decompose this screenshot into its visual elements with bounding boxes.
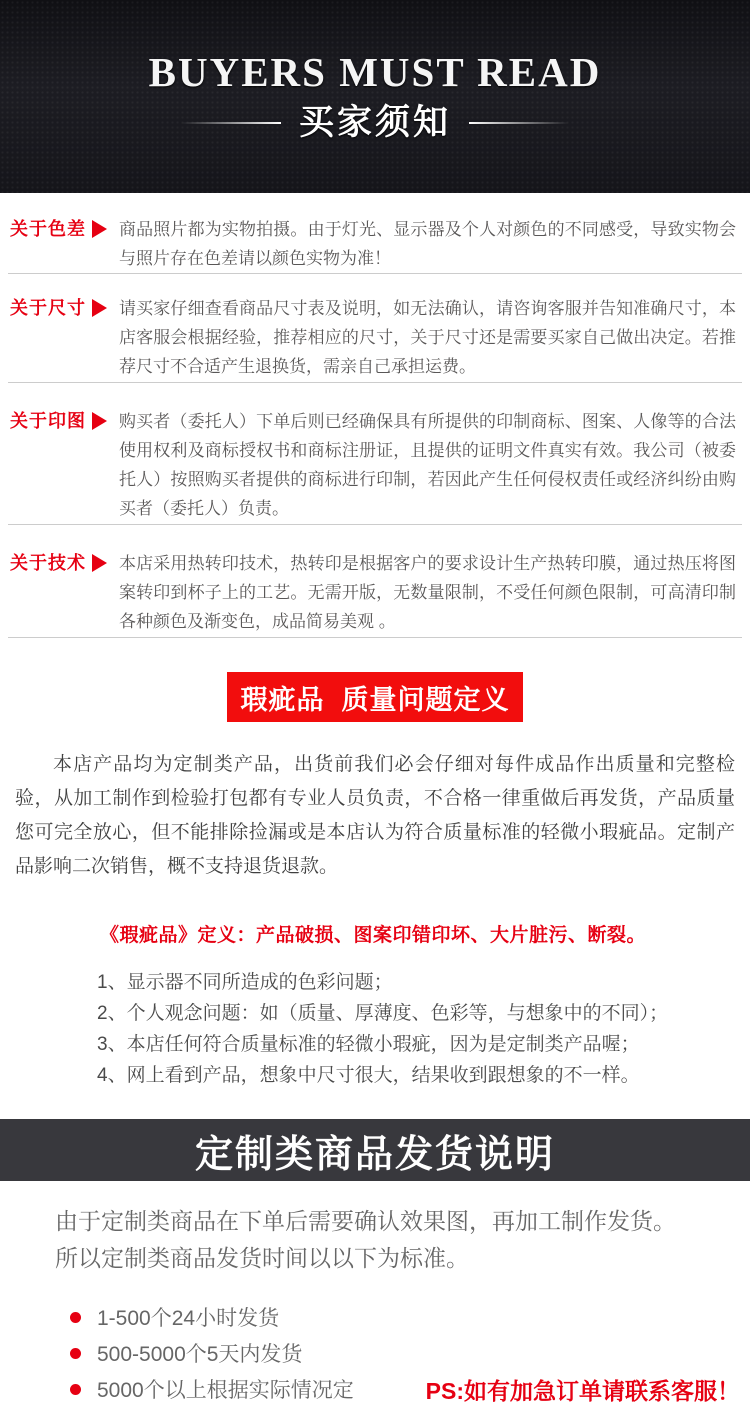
bullet-dot-icon <box>70 1384 81 1395</box>
arrow-right-icon <box>92 554 107 572</box>
banner-title-chinese: 买家须知 <box>298 102 451 142</box>
banner-decor-line-left <box>181 122 281 124</box>
section-divider <box>8 524 742 525</box>
notice-row-color-difference <box>0 215 750 273</box>
section-divider <box>8 273 742 274</box>
notice-label: 关于印图 <box>10 411 86 431</box>
section-divider <box>8 382 742 383</box>
buyers-must-read-banner <box>0 0 750 193</box>
shipping-bullet-text: 5000个以上根据实际情况定 <box>97 1379 354 1402</box>
defect-paragraph: 本店产品均为定制类产品，出货前我们必会仔细对每件成品作出质量和完整检验，从加工制作到检验打包都有专业人员负责，不合格一律重做后再发货，产品质量您可完全放心，但不能排除捡漏或是本店认为符合质量标准的轻微小瑕疵品。定制产品影响二次销售，概不支持退货退款。 <box>15 754 735 877</box>
shipping-intro <box>55 1203 750 1277</box>
shipping-bullet-row <box>70 1371 750 1407</box>
banner-title-row <box>181 103 569 143</box>
defect-list-item: 2、个人观念问题：如（质量、厚薄度、色彩等，与想象中的不同）； <box>97 1003 669 1024</box>
bullet-dot-icon <box>70 1312 81 1323</box>
shipping-intro-line2: 所以定制类商品发货时间以以下为标准。 <box>55 1245 469 1271</box>
notice-text: 请买家仔细查看商品尺寸表及说明，如无法确认，请咨询客服并告知准确尺寸，本店客服会根据经验，推荐相应的尺寸，关于尺寸还是需要买家自己做出决定。若推荐尺寸不合适产生退换货，需亲自己承担运费。 <box>119 299 736 376</box>
notice-row-technology <box>0 549 750 636</box>
banner-title-english: BUYERS MUST READ <box>148 48 602 95</box>
notice-text: 商品照片都为实物拍摄。由于灯光、显示器及个人对颜色的不同感受，导致实物会与照片存在色差请以颜色实物为准！ <box>119 220 736 268</box>
section-divider <box>8 637 742 638</box>
shipping-intro-line1: 由于定制类商品在下单后需要确认效果图，再加工制作发货。 <box>55 1208 676 1234</box>
notice-row-print-image <box>0 407 750 523</box>
shipping-bullet-row <box>70 1335 750 1371</box>
shipping-banner-title: 定制类商品发货说明 <box>194 1133 555 1176</box>
notice-row-size <box>0 294 750 381</box>
notice-text: 购买者（委托人）下单后则已经确保具有所提供的印制商标、图案、人像等的合法使用权利及商标授权书和商标注册证，且提供的证明文件真实有效。我公司（被委托人）按照购买者提供的商标进行印制，若因此产生任何侵权责任或经济纠纷由购买者（委托人）负责。 <box>119 412 736 518</box>
arrow-right-icon <box>92 220 107 238</box>
shipping-bullet-text: 1-500个24小时发货 <box>97 1307 280 1330</box>
notice-text: 本店采用热转印技术，热转印是根据客户的要求设计生产热转印膜，通过热压将图案转印到杯子上的工艺。无需开版，无数量限制，不受任何颜色限制，可高清印制各种颜色及渐变色，成品简易美观 。 <box>119 554 736 631</box>
notice-label: 关于尺寸 <box>10 298 86 318</box>
shipping-banner <box>0 1119 750 1181</box>
defect-definition-line: 《瑕疵品》定义：产品破损、图案印错印坏、大片脏污、断裂。 <box>100 925 647 946</box>
defect-list-item: 3、本店任何符合质量标准的轻微小瑕疵，因为是定制类产品喔； <box>97 1034 640 1055</box>
shipping-bullet-row <box>70 1299 750 1335</box>
defect-quality-heading: 瑕疵品 质量问题定义 <box>227 672 523 722</box>
defect-item-list <box>97 967 750 1091</box>
notice-section <box>0 215 750 638</box>
shipping-section <box>0 1119 750 1407</box>
notice-label: 关于技术 <box>10 553 86 573</box>
banner-decor-line-right <box>469 122 569 124</box>
ps-urgent-note: PS:如有加急订单请联系客服！ <box>425 1377 740 1404</box>
shipping-bullet-list <box>70 1299 750 1407</box>
defect-section <box>0 672 750 1091</box>
arrow-right-icon <box>92 299 107 317</box>
notice-label: 关于色差 <box>10 219 86 239</box>
bullet-dot-icon <box>70 1348 81 1359</box>
defect-list-item: 4、网上看到产品，想象中尺寸很大，结果收到跟想象的不一样。 <box>97 1065 640 1086</box>
shipping-bullet-text: 500-5000个5天内发货 <box>97 1343 303 1366</box>
arrow-right-icon <box>92 412 107 430</box>
defect-list-item: 1、显示器不同所造成的色彩问题； <box>97 972 393 993</box>
